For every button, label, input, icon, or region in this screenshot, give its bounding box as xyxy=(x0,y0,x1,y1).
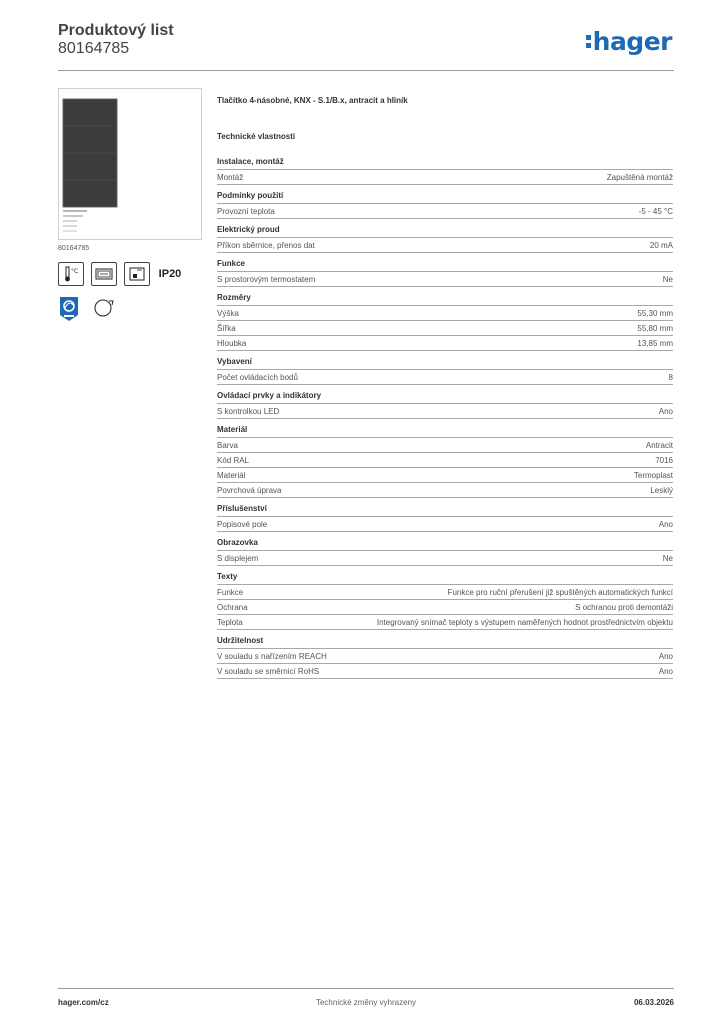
spec-value: Antracit xyxy=(645,441,673,450)
section-heading: Elektrický proud xyxy=(217,225,673,238)
spec-value: Ne xyxy=(662,554,673,563)
spec-section xyxy=(217,391,673,419)
celsius-label: °C xyxy=(71,268,79,275)
section-heading: Vybavení xyxy=(217,357,673,370)
spec-label: Materiál xyxy=(217,471,246,480)
spec-value: 13,85 mm xyxy=(637,339,673,348)
spec-row xyxy=(217,370,673,385)
spec-row xyxy=(217,336,673,351)
spec-row xyxy=(217,551,673,566)
spec-row xyxy=(217,170,673,185)
spec-value: Ano xyxy=(658,407,673,416)
spec-label: Kód RAL xyxy=(217,456,250,465)
spec-label: Povrchová úprava xyxy=(217,486,282,495)
spec-row xyxy=(217,615,673,630)
spec-row xyxy=(217,321,673,336)
spec-label: V souladu se směrnicí RoHS xyxy=(217,667,320,676)
spec-label: Funkce xyxy=(217,588,244,597)
section-heading: Udržitelnost xyxy=(217,636,673,649)
page-footer xyxy=(58,998,674,1010)
technical-properties-title: Technické vlastnosti xyxy=(217,132,296,141)
spec-label: Barva xyxy=(217,441,238,450)
rotation-sensor-icon xyxy=(92,296,116,320)
spec-value: 8 xyxy=(668,373,673,382)
spec-value: Ne xyxy=(662,275,673,284)
spec-row xyxy=(217,585,673,600)
page-header xyxy=(58,22,674,70)
footer-divider xyxy=(58,988,674,989)
ip20-rating-badge: IP20 xyxy=(157,262,183,286)
spec-section xyxy=(217,259,673,287)
section-heading: Texty xyxy=(217,572,673,585)
spec-section xyxy=(217,293,673,351)
spec-value: Zapuštěná montáž xyxy=(606,173,673,182)
spec-label: S prostorovým termostatem xyxy=(217,275,316,284)
feature-icons-row-2 xyxy=(58,296,202,327)
specifications-column xyxy=(217,88,673,685)
spec-row xyxy=(217,238,673,253)
spec-row xyxy=(217,649,673,664)
footer-disclaimer: Technické změny vyhrazeny xyxy=(315,998,417,1007)
push-button-image xyxy=(59,89,201,239)
section-heading: Podmínky použití xyxy=(217,191,673,204)
spec-value: Funkce pro ruční přerušení již spuštěných automatických funkcí xyxy=(447,588,673,597)
document-number: 80164785 xyxy=(58,40,130,57)
spec-row xyxy=(217,438,673,453)
spec-value: S ochranou proti demontáži xyxy=(575,603,673,612)
product-image xyxy=(58,88,202,240)
spec-value: Ano xyxy=(658,652,673,661)
spec-section xyxy=(217,191,673,219)
spec-section xyxy=(217,357,673,385)
logo-dots-icon xyxy=(586,35,591,51)
spec-value: Ano xyxy=(658,520,673,529)
thermometer-icon xyxy=(58,262,84,286)
spec-value: Integrovaný snímač teploty s výstupem naměřených hodnot prostřednictvím objektu xyxy=(376,618,673,627)
eco-label-icon xyxy=(58,296,80,327)
spec-label: Ochrana xyxy=(217,603,248,612)
footer-date: 06.03.2026 xyxy=(633,998,674,1007)
spec-sections xyxy=(217,157,673,679)
flush-mount-icon xyxy=(124,262,150,286)
spec-section xyxy=(217,157,673,185)
spec-label: Montáž xyxy=(217,173,244,182)
spec-value: 55,30 mm xyxy=(637,309,673,318)
spec-section xyxy=(217,225,673,253)
spec-row xyxy=(217,404,673,419)
spec-section xyxy=(217,538,673,566)
section-heading: Ovládací prvky a indikátory xyxy=(217,391,673,404)
spec-label: Šířka xyxy=(217,324,236,333)
product-image-column xyxy=(58,88,202,327)
product-name: Tlačítko 4-násobné, KNX - S.1/B.x, antracit a hliník xyxy=(217,96,408,105)
spec-row xyxy=(217,664,673,679)
spec-row xyxy=(217,306,673,321)
spec-row xyxy=(217,468,673,483)
logo-text: hager xyxy=(592,27,672,56)
spec-value: Ano xyxy=(658,667,673,676)
section-heading: Instalace, montáž xyxy=(217,157,673,170)
spec-label: S kontrolkou LED xyxy=(217,407,280,416)
spec-row xyxy=(217,453,673,468)
spec-section xyxy=(217,572,673,630)
section-heading: Příslušenství xyxy=(217,504,673,517)
spec-row xyxy=(217,483,673,498)
display-device-icon xyxy=(91,262,117,286)
spec-row xyxy=(217,517,673,532)
header-divider xyxy=(58,70,674,71)
spec-label: S displejem xyxy=(217,554,259,563)
spec-row xyxy=(217,272,673,287)
spec-label: Provozní teplota xyxy=(217,207,275,216)
spec-value: Lesklý xyxy=(650,486,673,495)
spec-row xyxy=(217,204,673,219)
spec-label: Výška xyxy=(217,309,239,318)
spec-label: Příkon sběrnice, přenos dat xyxy=(217,241,315,250)
spec-value: 7016 xyxy=(655,456,673,465)
spec-label: V souladu s nařízením REACH xyxy=(217,652,327,661)
spec-section xyxy=(217,504,673,532)
spec-label: Popisové pole xyxy=(217,520,268,529)
spec-value: Termoplast xyxy=(633,471,673,480)
section-heading: Obrazovka xyxy=(217,538,673,551)
spec-value: 20 mA xyxy=(649,241,673,250)
hager-logo xyxy=(586,28,672,56)
section-heading: Rozměry xyxy=(217,293,673,306)
spec-value: 55,80 mm xyxy=(637,324,673,333)
section-heading: Funkce xyxy=(217,259,673,272)
spec-label: Teplota xyxy=(217,618,243,627)
image-product-code: 80164785 xyxy=(58,245,90,252)
footer-website: hager.com/cz xyxy=(58,998,109,1007)
spec-label: Počet ovládacích bodů xyxy=(217,373,298,382)
spec-section xyxy=(217,425,673,498)
spec-label: Hloubka xyxy=(217,339,247,348)
document-title: Produktový list xyxy=(58,22,174,39)
spec-row xyxy=(217,600,673,615)
spec-section xyxy=(217,636,673,679)
feature-icons-row xyxy=(58,262,202,286)
spec-value: -5 - 45 °C xyxy=(638,207,673,216)
section-heading: Materiál xyxy=(217,425,673,438)
